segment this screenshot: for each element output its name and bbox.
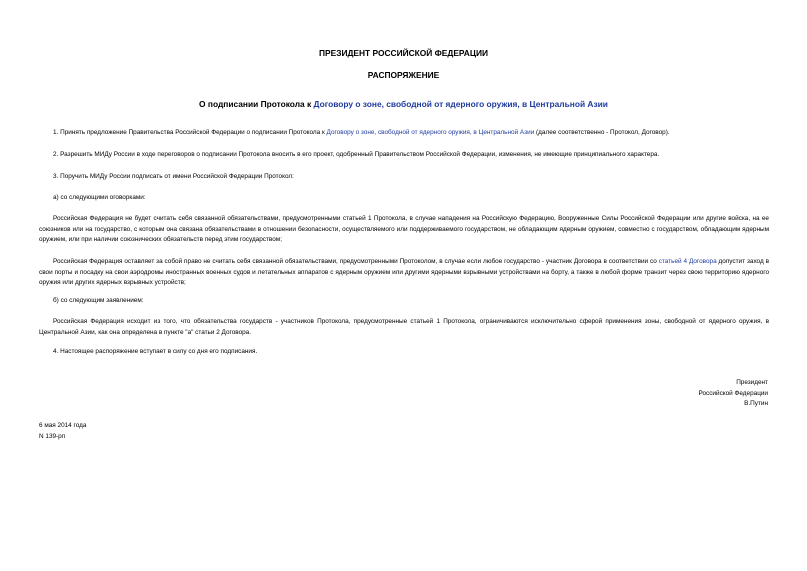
title-prefix: О подписании Протокола к — [199, 99, 314, 109]
issuer-heading: ПРЕЗИДЕНТ РОССИЙСКОЙ ФЕДЕРАЦИИ — [319, 48, 488, 58]
signature-office: Российской Федерации — [698, 389, 768, 397]
article-4-link[interactable]: статьей 4 Договора — [658, 258, 717, 265]
document-title — [0, 99, 807, 109]
paragraph-3a: а) со следующими оговорками: — [53, 194, 146, 201]
paragraph-3b: б) со следующим заявлением: — [53, 297, 144, 304]
treaty-link-title[interactable]: Договору о зоне, свободной от ядерного оружия, в Центральной Азии — [313, 99, 608, 109]
paragraph-2: 2. Разрешить МИДу России в ходе переговоров о подписании Протокола вносить в его проект, одобренный Правительством Российской Федерации, изменения, не имеющие принципиального характера. — [53, 151, 660, 158]
paragraph-3: 3. Поручить МИДу России подписать от имени Российской Федерации Протокол: — [53, 173, 294, 180]
signature-name: В.Путин — [744, 400, 768, 408]
treaty-link-paragraph[interactable]: Договору о зоне, свободной от ядерного оружия, в Центральной Азии — [326, 129, 535, 136]
paragraph-4: 4. Настоящее распоряжение вступает в силу со дня его подписания. — [53, 348, 258, 355]
paragraph-statement: Российская Федерация исходит из того, что обязательства государств - участников Протокола, предусмотренные статьей 1 Протокола, ограничиваются исключительно сферой применения зоны, свободной от ядерного оружия, в Центральной Азии, как она определена в пункте "а" статьи 2 Договора. — [39, 318, 769, 336]
signature-block — [699, 378, 769, 410]
document-date: 6 мая 2014 года — [39, 422, 87, 429]
paragraph-1-text-b: (далее соответственно - Протокол, Договор). — [534, 129, 670, 136]
paragraph-reservation-2-text-a: Российская Федерация оставляет за собой право не считать себя связанной обязательствами, предусмотренными Протоколом, в случае если любое государство - участник Договора в соответствии со — [53, 258, 659, 265]
document-number: N 139-рп — [39, 432, 66, 440]
paragraph-1 — [39, 128, 769, 139]
paragraph-reservation-1: Российская Федерация не будет считать себя связанной обязательствами, предусмотренными статьей 1 Протокола, в случае нападения на Российскую Федерацию, Вооруженные Силы Российской Федерации или другие войска, на ее союзников или на государство, с которым она связана обязательствами в отношении безопасности, осуществляемого или поддерживаемого государством, не обладающим ядерным оружием, совместно с государством, обладающим ядерным оружием, или при наличии союзнических обязательств перед этим государством; — [39, 215, 769, 244]
signature-title: Президент — [736, 379, 768, 386]
paragraph-reservation-2 — [39, 257, 769, 289]
document-type-heading: РАСПОРЯЖЕНИЕ — [367, 70, 440, 80]
paragraph-1-text-a: 1. Принять предложение Правительства Российской Федерации о подписании Протокола к — [53, 129, 327, 136]
paragraph-reservation-2-text-b: допустит заход в свои порты и посадку на свои аэродромы иностранных военных судов и летательных аппаратов с ядерным оружием или другими ядерными взрывными устройствами на борту, а также в любой форме транзит через свою территорию ядерного оружия или других ядерных взрывных устройств; — [39, 258, 770, 287]
document-footer — [39, 421, 86, 442]
